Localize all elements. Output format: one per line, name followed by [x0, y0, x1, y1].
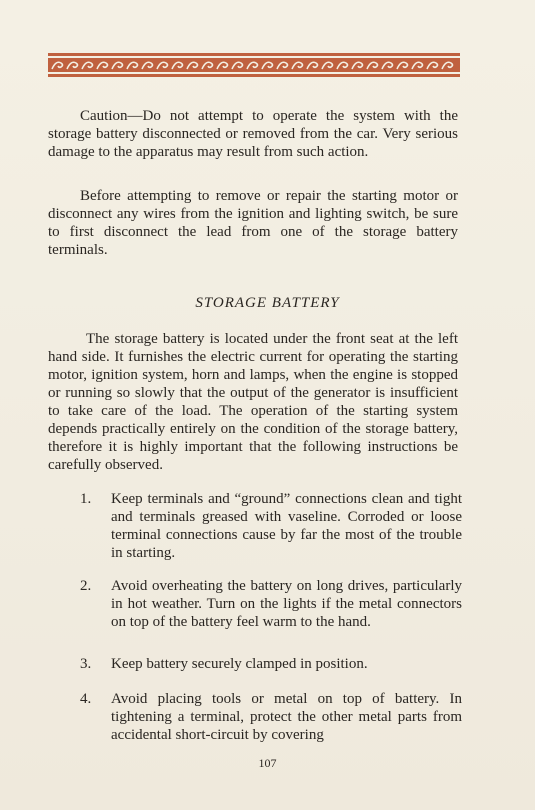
disconnect-paragraph: Before attempting to remove or repair the starting motor or disconnect any wires from the ignition and lighting switch, be sure to first disconnect the lead from one of the storage battery terminals. — [48, 188, 458, 258]
section-heading: STORAGE BATTERY — [195, 295, 340, 311]
list-item-text: Keep terminals and “ground” connections clean and tight and terminals greased with vaseline. Corroded or loose terminal connections cause by far the most of the trouble in starting. — [111, 491, 462, 561]
list-item-number: 2. — [80, 578, 92, 594]
list-item-number: 3. — [80, 656, 92, 672]
intro-paragraph: The storage battery is located under the front seat at the left hand side. It furnishes the electric current for operating the starting motor, ignition system, horn and lamps, when the engine is stopped or running so slowly that the output of the generator is insufficient to take care of the load. The operation of the starting system depends practically entirely on the condition of the storage battery, therefore it is highly important that the following instructions be carefully observed. — [48, 331, 458, 473]
list-item — [80, 490, 462, 562]
page-number: 107 — [258, 756, 277, 770]
list-item-number: 1. — [80, 491, 92, 507]
list-item — [80, 577, 462, 631]
list-item-number: 4. — [80, 691, 92, 707]
caution-paragraph: Caution—Do not attempt to operate the system with the storage battery disconnected or removed from the car. Very serious damage to the apparatus may result from such action. — [48, 108, 458, 160]
list-item — [80, 690, 462, 744]
list-item-text: Avoid overheating the battery on long drives, particularly in hot weather. Turn on the lights if the metal connectors on top of the battery feel warm to the hand. — [111, 578, 462, 630]
decorative-wave-border — [48, 53, 460, 77]
list-item-text: Avoid placing tools or metal on top of battery. In tightening a terminal, protect the other metal parts from accidental short-circuit by covering — [111, 691, 462, 743]
list-item — [80, 655, 462, 673]
list-item-text: Keep battery securely clamped in position. — [111, 656, 368, 672]
